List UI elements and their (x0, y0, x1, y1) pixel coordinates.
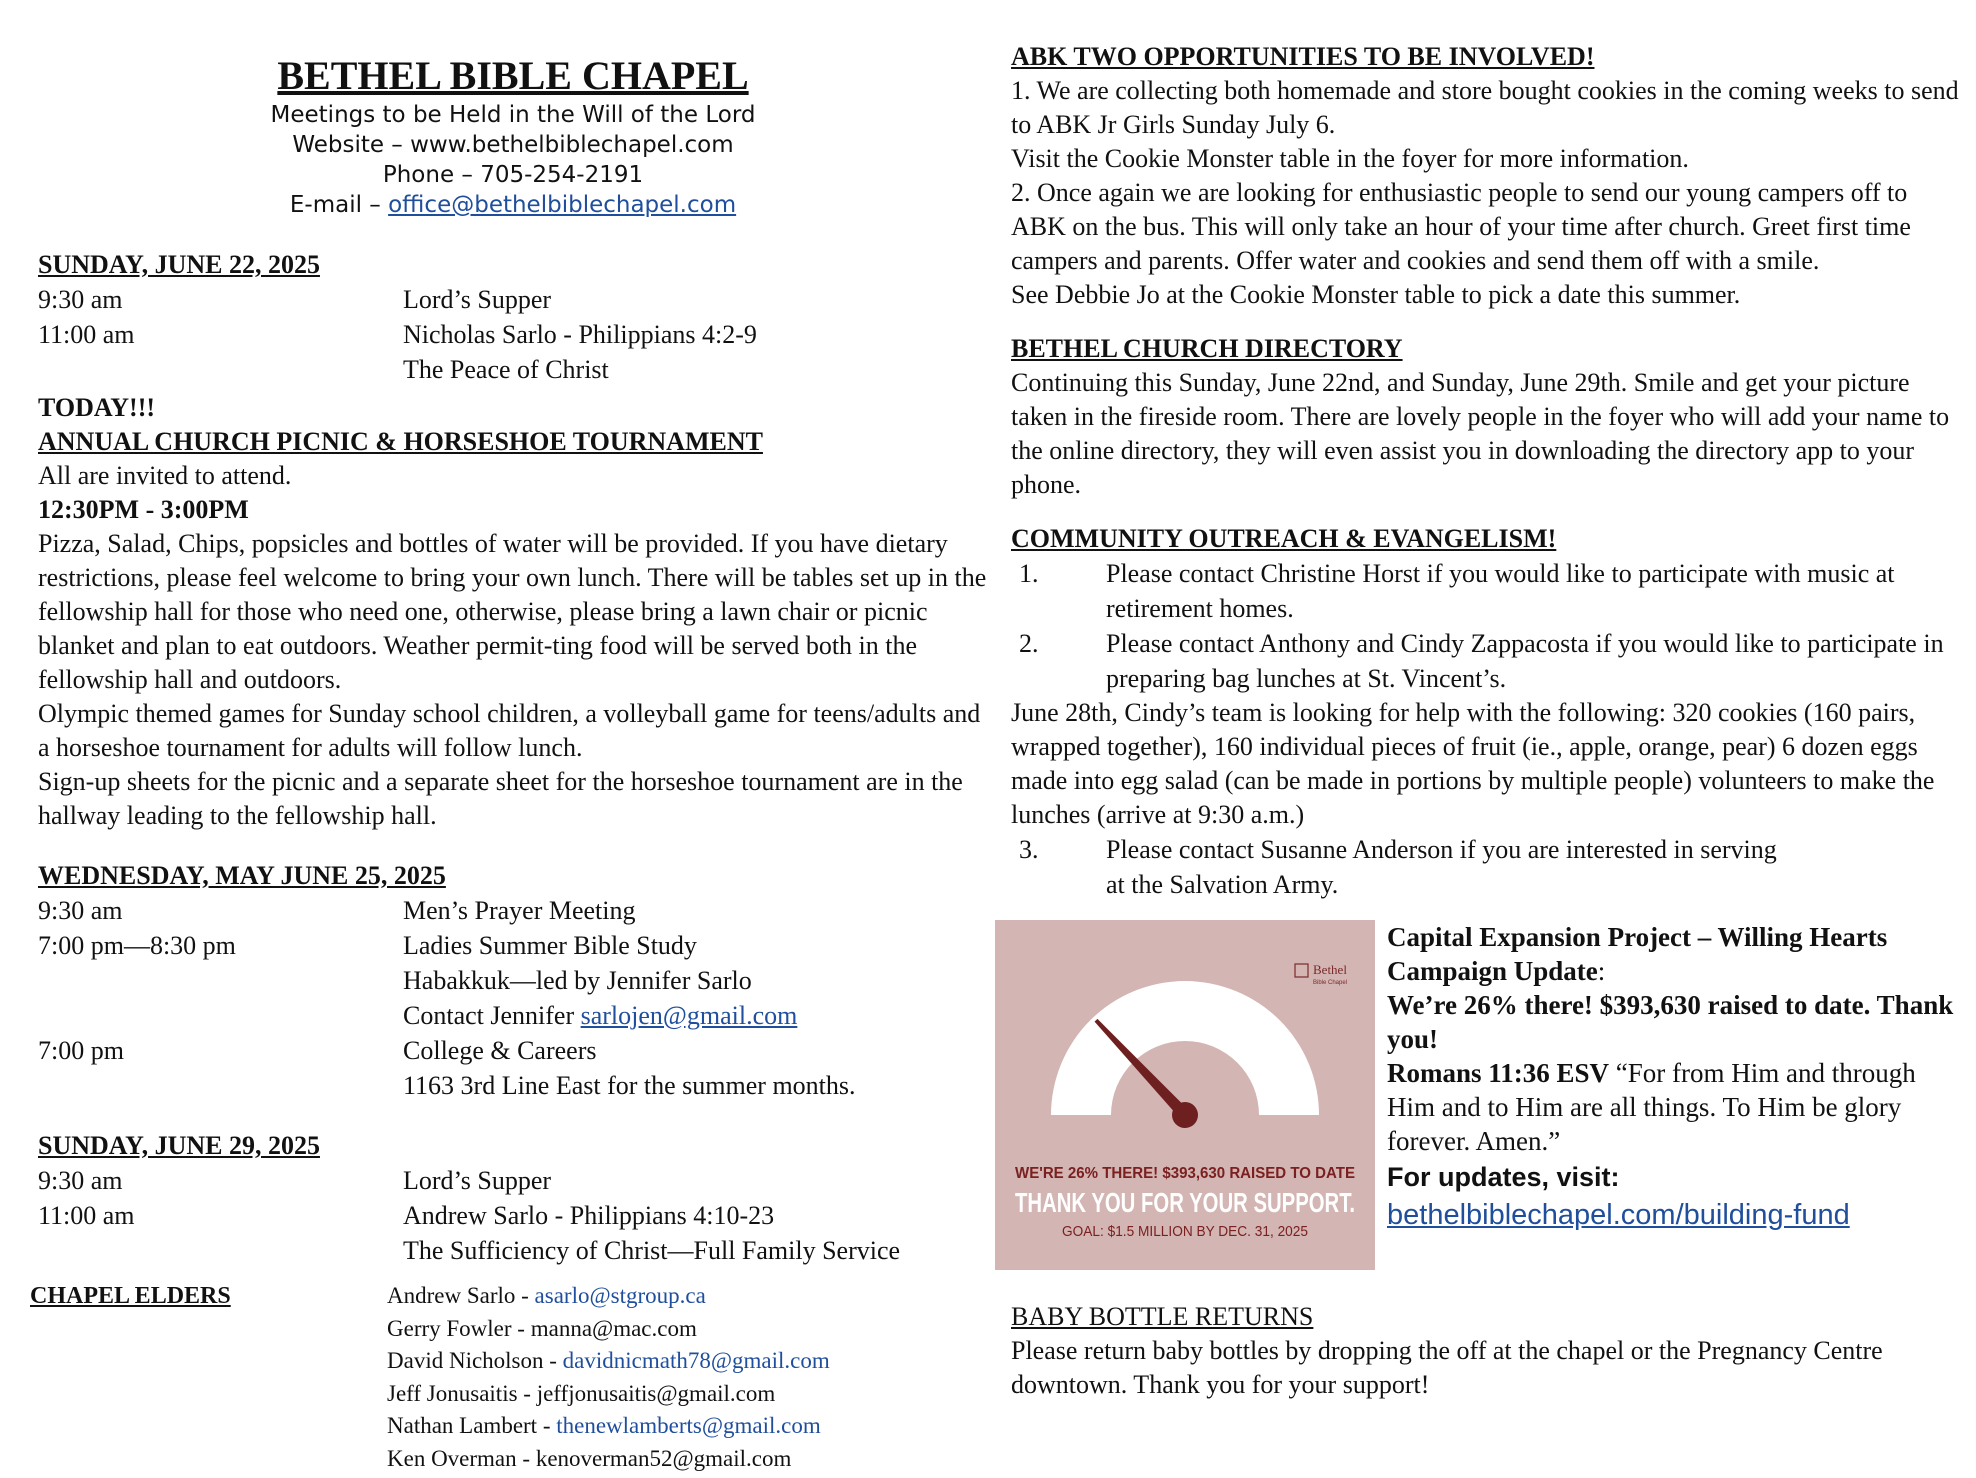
capital-raised: We’re 26% there! $393,630 raised to date. Thank you! (1387, 990, 1954, 1054)
chapel-elders (30, 1280, 988, 1475)
elder-name: David Nicholson - (387, 1348, 563, 1373)
schedule-row (38, 1068, 988, 1103)
picnic-games: Olympic themed games for Sunday school children, a volleyball game for teens/adults and a horseshoe tournament for adults will follow lunch. (38, 699, 981, 762)
elders-list (387, 1280, 830, 1475)
event: Ladies Summer Bible Study (403, 931, 697, 960)
website: Website – www.bethelbiblechapel.com (292, 132, 734, 158)
email-line (38, 190, 988, 220)
schedule-row (38, 1033, 988, 1068)
time: 7:00 pm (38, 1036, 124, 1065)
masthead (38, 52, 988, 220)
phone: Phone – 705-254-2191 (382, 162, 644, 188)
elder-row (387, 1443, 830, 1476)
elder-row (387, 1378, 830, 1411)
abk-item-1: 1. We are collecting both homemade and store bought cookies in the coming weeks to send to ABK Jr Girls Sunday July 6. (1011, 76, 1959, 139)
schedule-row (38, 928, 988, 963)
elder-email: manna@mac.com (530, 1315, 697, 1341)
abk-heading: ABK TWO OPPORTUNITIES TO BE INVOLVED! (1011, 42, 1595, 71)
picnic-paragraph: Pizza, Salad, Chips, popsicles and bottles of water will be provided. If you have dietary restrictions, please feel welcome to bring your own lunch. There will be tables set up in the fellowship hall for those who need one, otherwise, please bring a lawn chair or picnic blanket and plan to eat outdoors. Weather permit-ting food will be served both in the fellowship hall and outdoors. (38, 529, 987, 694)
today-label: TODAY!!! (38, 393, 156, 422)
verse-ref: Romans 11:36 ESV (1387, 1058, 1610, 1088)
elders-label: CHAPEL ELDERS (30, 1283, 231, 1309)
event: Men’s Prayer Meeting (403, 896, 636, 925)
sunday-june-29-heading: SUNDAY, JUNE 29, 2025 (38, 1131, 320, 1160)
elder-name: Andrew Sarlo - (387, 1283, 535, 1308)
verse (1387, 1056, 1961, 1158)
sunday-june-22-heading: SUNDAY, JUNE 22, 2025 (38, 250, 320, 279)
event: Nicholas Sarlo - Philippians 4:2-9 (403, 320, 757, 349)
event: The Sufficiency of Christ—Full Family Service (403, 1236, 901, 1265)
event: Andrew Sarlo - Philippians 4:10-23 (403, 1201, 775, 1230)
contact-label: Contact Jennifer (403, 1001, 581, 1030)
event: The Peace of Christ (403, 355, 609, 384)
building-fund-link[interactable]: bethelbiblechapel.com/building-fund (1387, 1199, 1850, 1231)
item-text: Please contact Susanne Anderson if you are interested in serving at the Salvation Army. (1106, 835, 1777, 899)
jennifer-email-link[interactable]: sarlojen@gmail.com (580, 1001, 798, 1030)
abk-item-2: 2. Once again we are looking for enthusiastic people to send our young campers off to ABK on the bus. This will only take an hour of your time after church. Greet first time campers and parents. Offer water and cookies and send them off with a smile. (1011, 178, 1911, 275)
verse-text: “For from Him and through Him and to Him are all things. To Him be glory forever. Amen.” (1387, 1058, 1916, 1156)
updates-label: For updates, visit: (1387, 1162, 1620, 1192)
outreach-item (1011, 626, 1961, 696)
outreach-item (1011, 832, 1961, 902)
abk-date-note: See Debbie Jo at the Cookie Monster table to pick a date this summer. (1011, 280, 1741, 309)
abk-cookie-note: Visit the Cookie Monster table in the foyer for more information. (1011, 144, 1689, 173)
directory-text: Continuing this Sunday, June 22nd, and Sunday, June 29th. Smile and get your picture taken in the fireside room. There are lovely people in the foyer who will add your name to the online directory, they will even assist you in downloading the directory app to your phone. (1011, 368, 1950, 499)
schedule-row (38, 1163, 988, 1198)
fundraising-gauge-image (995, 920, 1375, 1270)
gauge-goal: GOAL: $1.5 MILLION BY DEC. 31, 2025 (1062, 1224, 1308, 1240)
time: 7:00 pm—8:30 pm (38, 931, 236, 960)
outreach-heading: COMMUNITY OUTREACH & EVANGELISM! (1011, 524, 1557, 553)
elder-email: jeffjonusaitis@gmail.com (536, 1380, 776, 1406)
event: 1163 3rd Line East for the summer months. (403, 1071, 856, 1100)
time: 11:00 am (38, 320, 135, 349)
gauge-raised-text: WE'RE 26% THERE! $393,630 RAISED TO DATE (1015, 1165, 1355, 1182)
capital-project (995, 920, 1961, 1270)
page-title: BETHEL BIBLE CHAPEL (277, 53, 749, 98)
elder-email[interactable]: asarlo@stgroup.ca (534, 1283, 706, 1308)
elder-email: kenoverman52@gmail.com (535, 1445, 792, 1471)
elder-row (387, 1280, 830, 1313)
item-number: 3. (1019, 835, 1039, 864)
gauge-graphic (995, 920, 1375, 1270)
elder-row (387, 1345, 830, 1378)
capital-text (1387, 920, 1961, 1270)
office-email-link[interactable]: office@bethelbiblechapel.com (388, 192, 737, 218)
right-column (1011, 40, 1961, 1402)
schedule-row (38, 963, 988, 998)
picnic-time: 12:30PM - 3:00PM (38, 495, 249, 524)
elder-row (387, 1410, 830, 1443)
directory-heading: BETHEL CHURCH DIRECTORY (1011, 334, 1403, 363)
wednesday-heading: WEDNESDAY, MAY JUNE 25, 2025 (38, 861, 446, 890)
event: College & Careers (403, 1036, 597, 1065)
picnic-signup: Sign-up sheets for the picnic and a separate sheet for the horseshoe tournament are in the hallway leading to the fellowship hall. (38, 767, 963, 830)
schedule-row (38, 352, 988, 387)
schedule-row (38, 1233, 988, 1268)
elder-name: Ken Overman - (387, 1445, 536, 1471)
time (38, 1233, 403, 1268)
elder-name: Nathan Lambert - (387, 1413, 557, 1438)
outreach-item (1011, 556, 1961, 626)
gauge-thank-you: THANK YOU FOR YOUR SUPPORT. (1015, 1187, 1355, 1218)
bethel-logo-icon (1295, 964, 1308, 977)
baby-bottle-text: Please return baby bottles by dropping the off at the chapel or the Pregnancy Centre downtown. Thank you for your support! (1011, 1336, 1883, 1399)
gauge-logo: Bethel (1313, 962, 1347, 977)
elder-email[interactable]: thenewlamberts@gmail.com (556, 1413, 821, 1438)
schedule-row (38, 998, 988, 1033)
email-label: E-mail – (289, 192, 389, 218)
picnic-invite: All are invited to attend. (38, 461, 292, 490)
event: Lord’s Supper (403, 1166, 552, 1195)
item-text: Please contact Christine Horst if you would like to participate with music at retirement homes. (1106, 559, 1895, 623)
schedule-row (38, 893, 988, 928)
tagline: Meetings to be Held in the Will of the Lord (270, 102, 756, 128)
elder-row (387, 1313, 830, 1346)
time (38, 352, 403, 387)
capital-title-colon: : (1597, 956, 1606, 986)
event: Lord’s Supper (403, 285, 552, 314)
left-column (30, 52, 988, 1475)
elder-email[interactable]: davidnicmath78@gmail.com (562, 1348, 830, 1373)
june-28-note: June 28th, Cindy’s team is looking for help with the following: 320 cookies (160 pairs, wrapped together), 160 individual pieces of fruit (ie., apple, orange, pear) 6 dozen eggs made into egg salad (can be made in portions by multiple people) volunteers to make the lunches (arrive at 9:30 a.m.) (1011, 698, 1935, 829)
elder-name: Jeff Jonusaitis - (387, 1380, 537, 1406)
time: 9:30 am (38, 896, 123, 925)
time: 11:00 am (38, 1201, 135, 1230)
time: 9:30 am (38, 285, 123, 314)
item-number: 1. (1019, 559, 1039, 588)
elder-name: Gerry Fowler - (387, 1315, 531, 1341)
item-text: Please contact Anthony and Cindy Zappacosta if you would like to participate in preparing bag lunches at St. Vincent’s. (1106, 629, 1944, 693)
capital-title-text: Capital Expansion Project – Willing Hearts Campaign Update (1387, 922, 1888, 986)
capital-title (1387, 920, 1961, 988)
time: 9:30 am (38, 1166, 123, 1195)
gauge-arc (1051, 981, 1319, 1115)
event: Habakkuk—led by Jennifer Sarlo (403, 966, 752, 995)
picnic-heading: ANNUAL CHURCH PICNIC & HORSESHOE TOURNAMENT (38, 427, 763, 456)
gauge-logo-sub: Bible Chapel (1313, 980, 1348, 986)
schedule-row (38, 282, 988, 317)
item-number: 2. (1019, 629, 1039, 658)
schedule-row (38, 1198, 988, 1233)
schedule-row (38, 317, 988, 352)
baby-bottle-heading: BABY BOTTLE RETURNS (1011, 1302, 1314, 1331)
